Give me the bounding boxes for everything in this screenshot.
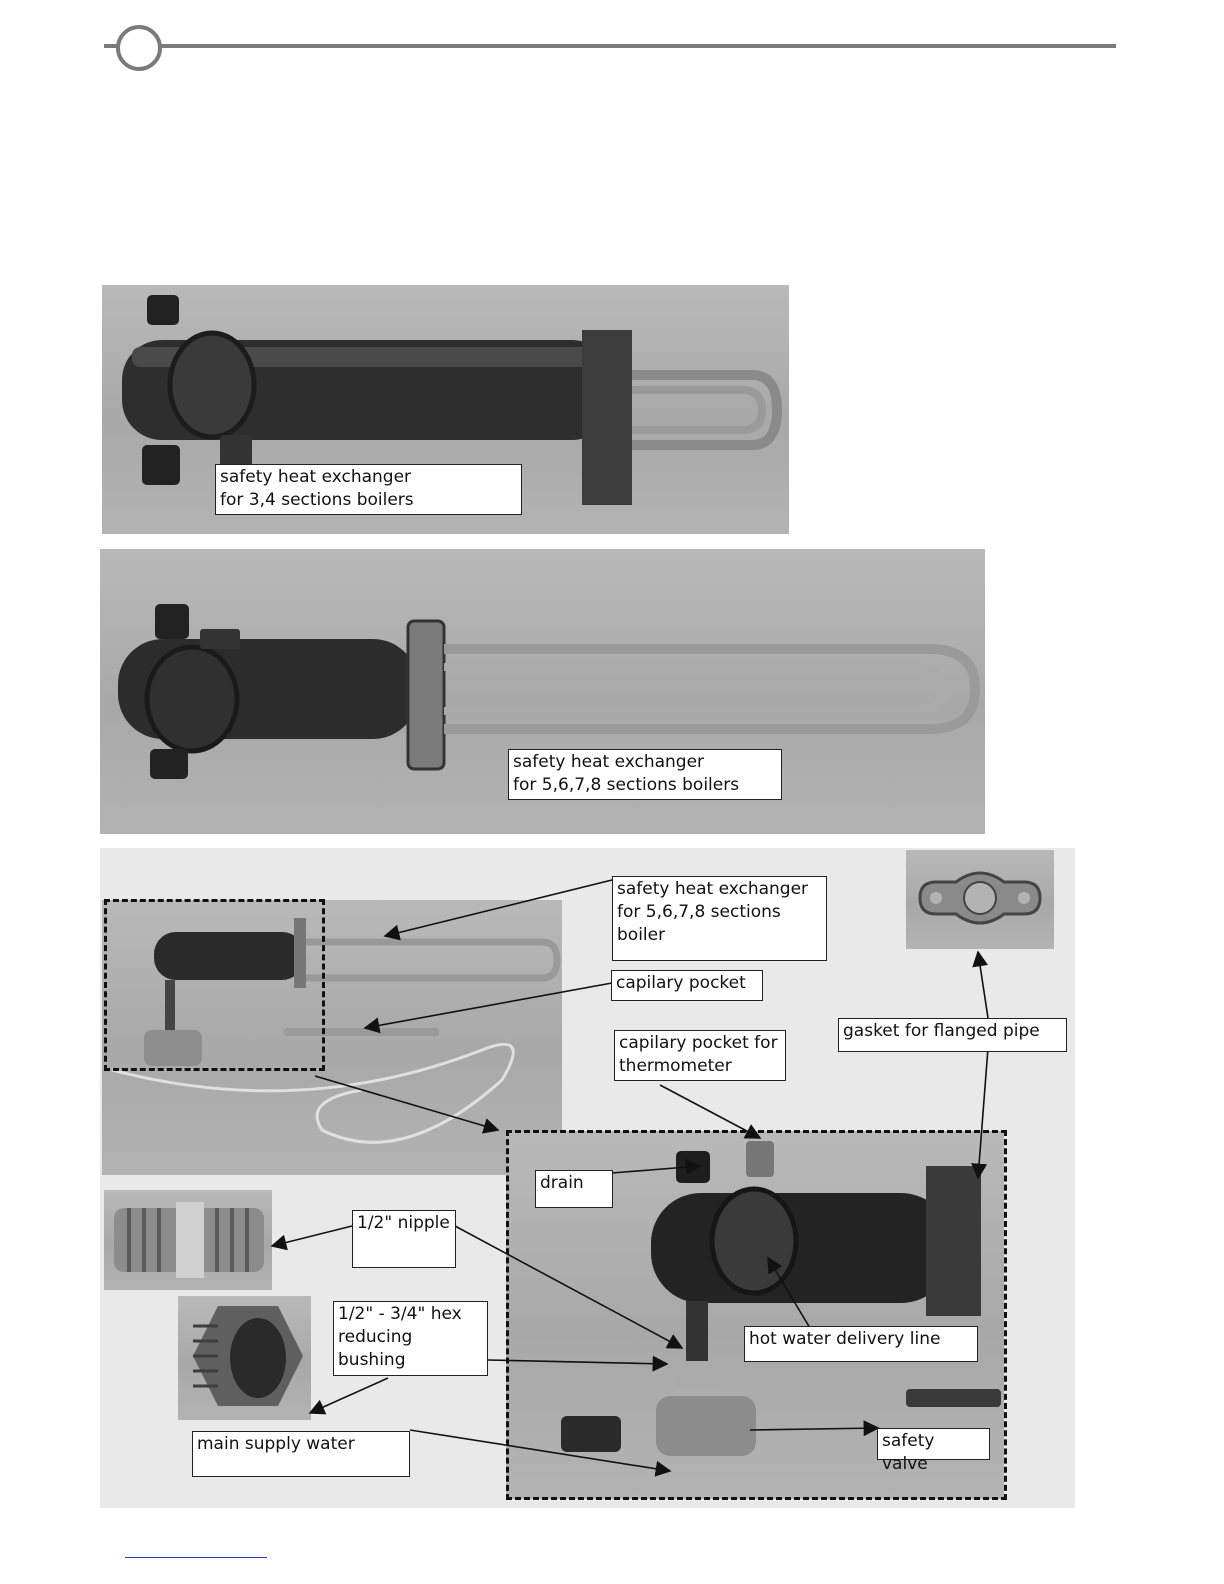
header-rule — [140, 44, 1116, 48]
label-exchanger-5678-boiler: safety heat exchanger for 5,6,7,8 sections boiler — [612, 876, 827, 961]
label-hot-water: hot water delivery line — [744, 1326, 978, 1362]
label-safety-valve: safety valve — [877, 1428, 990, 1460]
photo-exchanger-34 — [102, 285, 789, 534]
label-capilary-pocket: capilary pocket — [611, 970, 763, 1001]
label-exchanger-34: safety heat exchanger for 3,4 sections boilers — [215, 464, 522, 515]
footer-rule — [125, 1557, 267, 1558]
label-capilary-pocket-thermometer: capilary pocket for thermometer — [614, 1030, 786, 1081]
label-main-supply: main supply water — [192, 1431, 410, 1477]
label-gasket: gasket for flanged pipe — [838, 1018, 1067, 1052]
label-exchanger-5678: safety heat exchanger for 5,6,7,8 sections boilers — [508, 749, 782, 800]
photo-exchanger-5678 — [100, 549, 985, 834]
label-nipple: 1/2" nipple — [352, 1210, 456, 1268]
label-bushing: 1/2" - 3/4" hex reducing bushing — [333, 1301, 488, 1376]
assembly-diagram — [100, 848, 1075, 1508]
label-drain: drain — [535, 1170, 613, 1208]
header-circle — [116, 25, 162, 71]
